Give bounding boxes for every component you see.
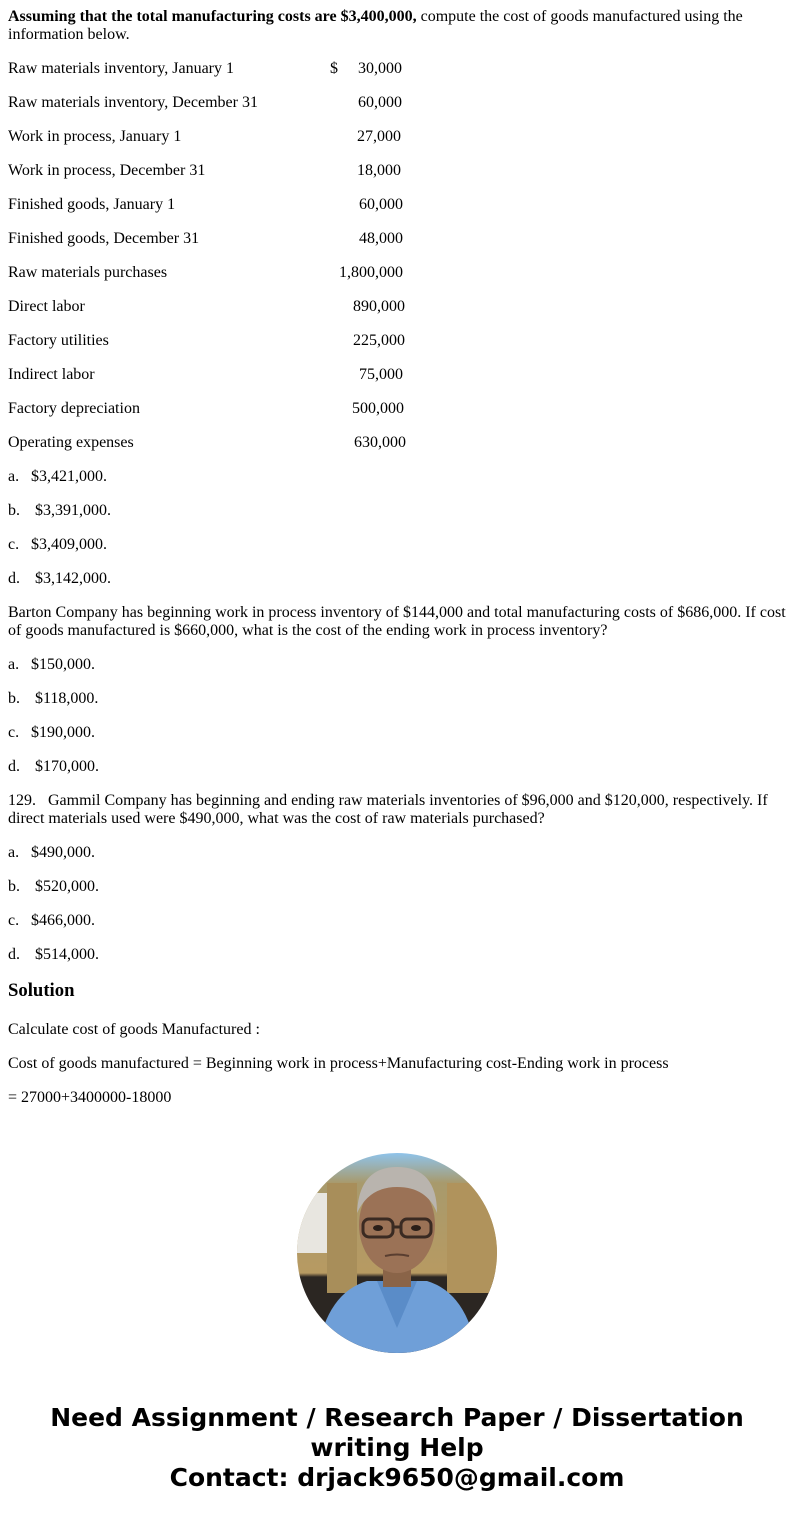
option-letter: b. (8, 690, 20, 707)
row-amount: 500,000 (352, 400, 404, 417)
row-amount: 60,000 (358, 94, 402, 111)
dollar-sign: $ (330, 60, 338, 77)
row-label: Work in process, December 31 (8, 162, 206, 179)
table-row (8, 230, 786, 248)
option-letter: d. (8, 946, 20, 963)
row-amount: 890,000 (353, 298, 405, 315)
row-amount: 60,000 (359, 196, 403, 213)
option-text: $170,000. (31, 758, 99, 775)
option-text: $190,000. (31, 724, 95, 741)
answer-option-c (8, 724, 786, 742)
portrait-photo-icon (297, 1153, 497, 1353)
row-label: Finished goods, December 31 (8, 230, 200, 247)
answer-option-a (8, 844, 786, 862)
table-row (8, 162, 786, 180)
option-text: $150,000. (31, 656, 95, 673)
table-row (8, 128, 786, 146)
option-letter: a. (8, 844, 20, 861)
option-text: $3,421,000. (31, 468, 107, 485)
row-label: Work in process, January 1 (8, 128, 182, 145)
question-1-prompt-rest: compute the cost of goods manufactured using the information below. (8, 8, 743, 43)
contact-email: Contact: drjack9650@gmail.com (169, 1463, 625, 1492)
table-row (8, 434, 786, 452)
answer-option-a (8, 656, 786, 674)
question-2-options (8, 656, 786, 776)
row-amount: 225,000 (353, 332, 405, 349)
row-amount: 18,000 (357, 162, 401, 179)
row-amount: 1,800,000 (339, 264, 403, 281)
row-label: Raw materials inventory, January 1 (8, 60, 235, 77)
row-amount: 630,000 (354, 434, 406, 451)
cost-data-table (8, 60, 786, 452)
option-letter: c. (8, 912, 20, 929)
option-letter: c. (8, 724, 20, 741)
row-label: Operating expenses (8, 434, 134, 451)
option-letter: b. (8, 502, 20, 519)
option-text: $466,000. (31, 912, 95, 929)
row-amount: 75,000 (359, 366, 403, 383)
banner-line-2: writing Help (310, 1433, 484, 1462)
option-letter: a. (8, 656, 20, 673)
row-amount: 30,000 (358, 60, 402, 77)
solution-heading: Solution (8, 980, 75, 1001)
table-row (8, 400, 786, 418)
banner-line-1: Need Assignment / Research Paper / Dissertation (50, 1403, 744, 1432)
row-label: Factory utilities (8, 332, 109, 349)
row-label: Factory depreciation (8, 400, 140, 417)
question-1-prompt-bold: Assuming that the total manufacturing costs are $3,400,000, (8, 8, 417, 25)
option-text: $3,142,000. (31, 570, 111, 587)
answer-option-b (8, 502, 786, 520)
question-1-options (8, 468, 786, 588)
row-label: Direct labor (8, 298, 85, 315)
answer-option-d (8, 946, 786, 964)
option-text: $118,000. (31, 690, 99, 707)
table-row (8, 332, 786, 350)
row-label: Raw materials inventory, December 31 (8, 94, 258, 111)
option-letter: c. (8, 536, 20, 553)
table-row (8, 60, 786, 78)
row-label: Indirect labor (8, 366, 95, 383)
option-letter: b. (8, 878, 20, 895)
table-row (8, 196, 786, 214)
solution-line: Calculate cost of goods Manufactured : (8, 1021, 260, 1038)
option-letter: a. (8, 468, 20, 485)
table-row (8, 366, 786, 384)
answer-option-b (8, 690, 786, 708)
answer-option-c (8, 912, 786, 930)
question-1-prompt (8, 8, 786, 44)
option-text: $520,000. (31, 878, 99, 895)
table-row (8, 298, 786, 316)
question-3-options (8, 844, 786, 964)
contact-banner (0, 1403, 794, 1493)
option-text: $3,391,000. (31, 502, 111, 519)
answer-option-b (8, 878, 786, 896)
option-text: $490,000. (31, 844, 95, 861)
question-2-prompt: Barton Company has beginning work in process inventory of $144,000 and total manufacturing costs of $686,000. If cost of goods manufactured is $660,000, what is the cost of the ending work in process inventory? (8, 604, 786, 639)
solution-calculation: = 27000+3400000-18000 (8, 1089, 172, 1106)
answer-option-d (8, 758, 786, 776)
author-avatar (297, 1153, 497, 1353)
answer-option-a (8, 468, 786, 486)
row-amount: 48,000 (359, 230, 403, 247)
option-letter: d. (8, 570, 20, 587)
table-row (8, 264, 786, 282)
answer-option-d (8, 570, 786, 588)
table-row (8, 94, 786, 112)
answer-option-c (8, 536, 786, 554)
row-label: Raw materials purchases (8, 264, 168, 281)
option-text: $3,409,000. (31, 536, 107, 553)
question-3-prompt: 129. Gammil Company has beginning and ending raw materials inventories of $96,000 and $120,000, respectively. If direct materials used were $490,000, what was the cost of raw materials purchased? (8, 792, 772, 827)
option-letter: d. (8, 758, 20, 775)
solution-formula: Cost of goods manufactured = Beginning work in process+Manufacturing cost-Ending work in process (8, 1055, 669, 1072)
row-amount: 27,000 (357, 128, 401, 145)
option-text: $514,000. (31, 946, 99, 963)
row-label: Finished goods, January 1 (8, 196, 176, 213)
